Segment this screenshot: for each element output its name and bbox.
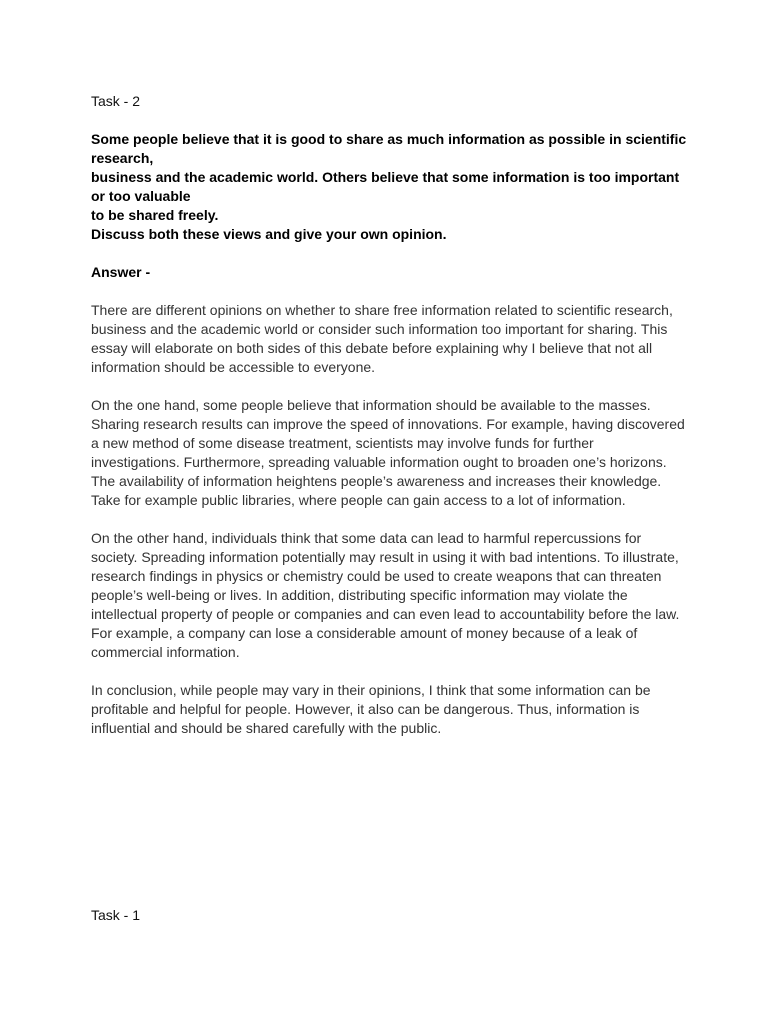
paragraph-line: business and the academic world or consider such information too important for sharing. This [91, 321, 668, 337]
question-line: to be shared freely. [91, 207, 219, 223]
paragraph-line: information should be accessible to everyone. [91, 359, 376, 375]
paragraph-line: On the other hand, individuals think that some data can lead to harmful repercussions for [91, 530, 642, 546]
question-line: research, [91, 150, 154, 166]
paragraph-line: For example, a company can lose a considerable amount of money because of a leak of [91, 625, 638, 641]
question-line: Discuss both these views and give your own opinion. [91, 226, 447, 242]
question-line: Some people believe that it is good to share as much information as possible in scientific [91, 131, 687, 147]
task-question [91, 130, 691, 244]
question-line: or too valuable [91, 188, 191, 204]
paragraph-line: research findings in physics or chemistry could be used to create weapons that can threaten [91, 568, 662, 584]
essay-paragraph-body-1 [91, 396, 691, 510]
paragraph-line: commercial information. [91, 644, 240, 660]
answer-heading: Answer - [91, 264, 151, 280]
paragraph-line: Sharing research results can improve the speed of innovations. For example, having discovered [91, 416, 685, 432]
paragraph-line: Take for example public libraries, where people can gain access to a lot of information. [91, 492, 626, 508]
paragraph-line: profitable and helpful for people. However, it also can be dangerous. Thus, information is [91, 701, 640, 717]
task-1-heading: Task - 1 [91, 907, 141, 923]
task-2-heading: Task - 2 [91, 93, 141, 109]
essay-paragraph-introduction [91, 301, 691, 377]
essay-paragraph-body-2 [91, 529, 691, 662]
paragraph-line: people’s well-being or lives. In addition, distributing specific information may violate the [91, 587, 628, 603]
paragraph-line: influential and should be shared carefully with the public. [91, 720, 442, 736]
document-page [91, 92, 691, 738]
essay-paragraph-conclusion [91, 681, 691, 738]
paragraph-line: On the one hand, some people believe that information should be available to the masses. [91, 397, 651, 413]
paragraph-line: essay will elaborate on both sides of this debate before explaining why I believe that not all [91, 340, 653, 356]
paragraph-line: In conclusion, while people may vary in their opinions, I think that some information can be [91, 682, 651, 698]
paragraph-line: intellectual property of people or companies and can even lead to accountability before the law. [91, 606, 680, 622]
paragraph-line: a new method of some disease treatment, scientists may involve funds for further [91, 435, 594, 451]
question-line: business and the academic world. Others believe that some information is too important [91, 169, 680, 185]
paragraph-line: investigations. Furthermore, spreading valuable information ought to broaden one’s horizons. [91, 454, 667, 470]
paragraph-line: There are different opinions on whether to share free information related to scientific research, [91, 302, 673, 318]
paragraph-line: society. Spreading information potentially may result in using it with bad intentions. To illustrate, [91, 549, 679, 565]
paragraph-line: The availability of information heightens people’s awareness and increases their knowledge. [91, 473, 662, 489]
